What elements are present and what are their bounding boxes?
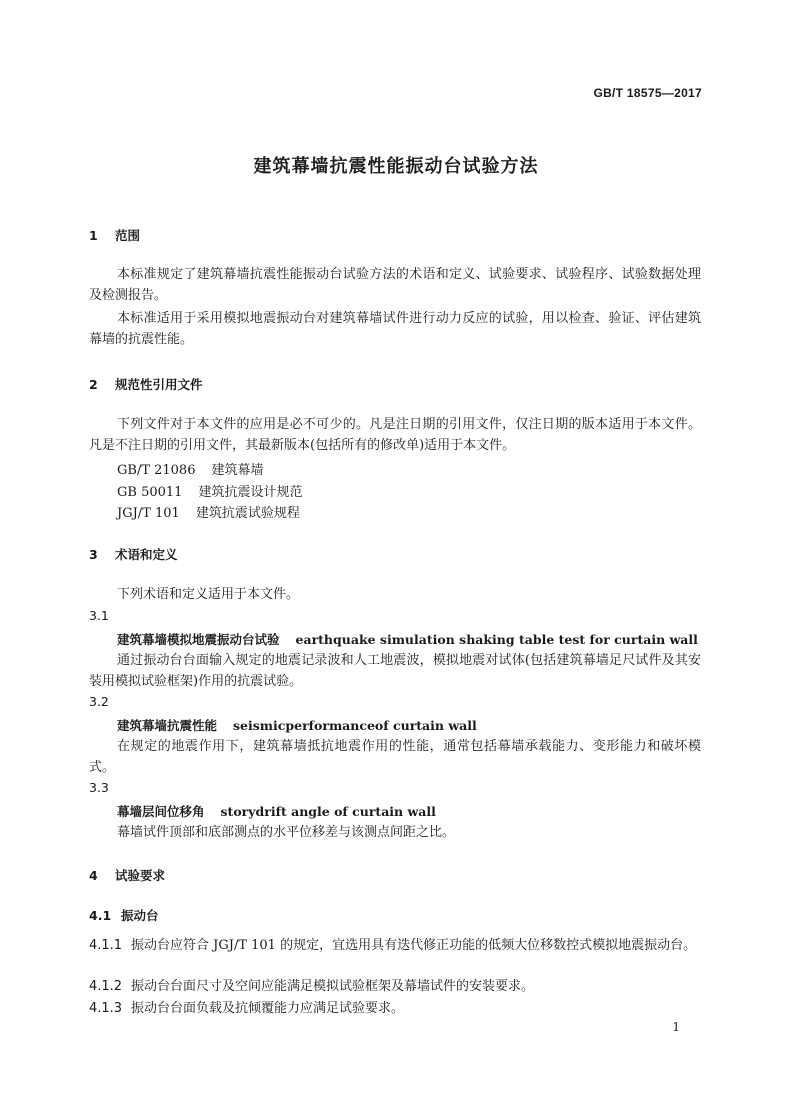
section-title: 规范性引用文件 (115, 377, 203, 392)
section-2-heading (89, 375, 203, 393)
section-title: 术语和定义 (115, 547, 178, 562)
reference-name: 建筑幕墙 (211, 463, 264, 478)
normative-reference (117, 502, 300, 521)
term-number: 3.2 (89, 694, 109, 709)
clause-number: 4.1.3 (89, 1001, 123, 1016)
section-1-para-2: 本标准适用于采用模拟地震振动台对建筑幕墙试件进行动力反应的试验，用以检查、验证、评估建筑幕墙的抗震性能。 (89, 311, 701, 347)
term-entry (117, 716, 477, 734)
section-3-intro: 下列术语和定义适用于本文件。 (117, 587, 300, 602)
reference-code: GB/T 21086 (117, 463, 196, 478)
term-en: seismicperformanceof curtain wall (233, 718, 477, 733)
term-definition: 通过振动台台面输入规定的地震记录波和人工地震波，模拟地震对试体(包括建筑幕墙足尺试件及其安装用模拟试验框架)作用的抗震试验。 (89, 653, 701, 689)
section-1-para-1: 本标准规定了建筑幕墙抗震性能振动台试验方法的术语和定义、试验要求、试验程序、试验数据处理及检测报告。 (89, 267, 701, 303)
standard-code: GB/T 18575—2017 (593, 86, 702, 100)
term-definition: 幕墙试件顶部和底部测点的水平位移差与该测点间距之比。 (117, 825, 456, 840)
clause-number: 4.1.1 (89, 938, 123, 953)
section-number: 1 (89, 228, 98, 243)
clause-number: 4.1.2 (89, 979, 123, 994)
reference-code: GB 50011 (117, 485, 183, 500)
clause (89, 998, 701, 1019)
term-en: storydrift angle of curtain wall (220, 804, 436, 819)
term-number: 3.3 (89, 780, 109, 795)
section-number: 2 (89, 377, 98, 392)
document-title: 建筑幕墙抗震性能振动台试验方法 (253, 156, 539, 177)
reference-name: 建筑抗震设计规范 (198, 485, 303, 500)
term-entry (117, 802, 436, 820)
clause-text: 振动台应符合 JGJ/T 101 的规定，宜选用具有迭代修正功能的低频大位移数控式模拟地震振动台。 (131, 938, 697, 953)
section-number: 3 (89, 547, 98, 562)
term-definition: 在规定的地震作用下，建筑幕墙抵抗地震作用的性能，通常包括幕墙承载能力、变形能力和破坏模式。 (89, 739, 701, 775)
reference-name: 建筑抗震试验规程 (195, 506, 300, 521)
section-4-heading (89, 866, 165, 884)
section-title: 试验要求 (115, 868, 166, 883)
page-number: 1 (672, 1020, 680, 1034)
section-number: 4 (89, 868, 98, 883)
clause (89, 976, 701, 997)
section-3-heading (89, 545, 178, 563)
section-2-intro: 下列文件对于本文件的应用是必不可少的。凡是注日期的引用文件，仅注日期的版本适用于本文件。凡是不注日期的引用文件，其最新版本(包括所有的修改单)适用于本文件。 (89, 417, 701, 453)
term-zh: 幕墙层间位移角 (117, 804, 205, 819)
term-zh: 建筑幕墙模拟地震振动台试验 (117, 632, 280, 647)
term-entry (117, 630, 698, 648)
subsection-title: 振动台 (121, 908, 159, 923)
subsection-number: 4.1 (89, 908, 112, 923)
term-zh: 建筑幕墙抗震性能 (117, 718, 218, 733)
clause-text: 振动台台面负载及抗倾覆能力应满足试验要求。 (131, 1001, 405, 1016)
section-1-heading (89, 226, 140, 244)
term-en: earthquake simulation shaking table test for curtain wall (295, 632, 698, 647)
term-number: 3.1 (89, 608, 109, 623)
section-title: 范围 (115, 228, 141, 243)
clause-text: 振动台台面尺寸及空间应能满足模拟试验框架及幕墙试件的安装要求。 (131, 979, 535, 994)
normative-reference (117, 481, 302, 500)
clause (89, 935, 701, 956)
normative-reference (117, 459, 264, 478)
reference-code: JGJ/T 101 (117, 506, 180, 521)
subsection-4-1-heading (89, 906, 159, 924)
